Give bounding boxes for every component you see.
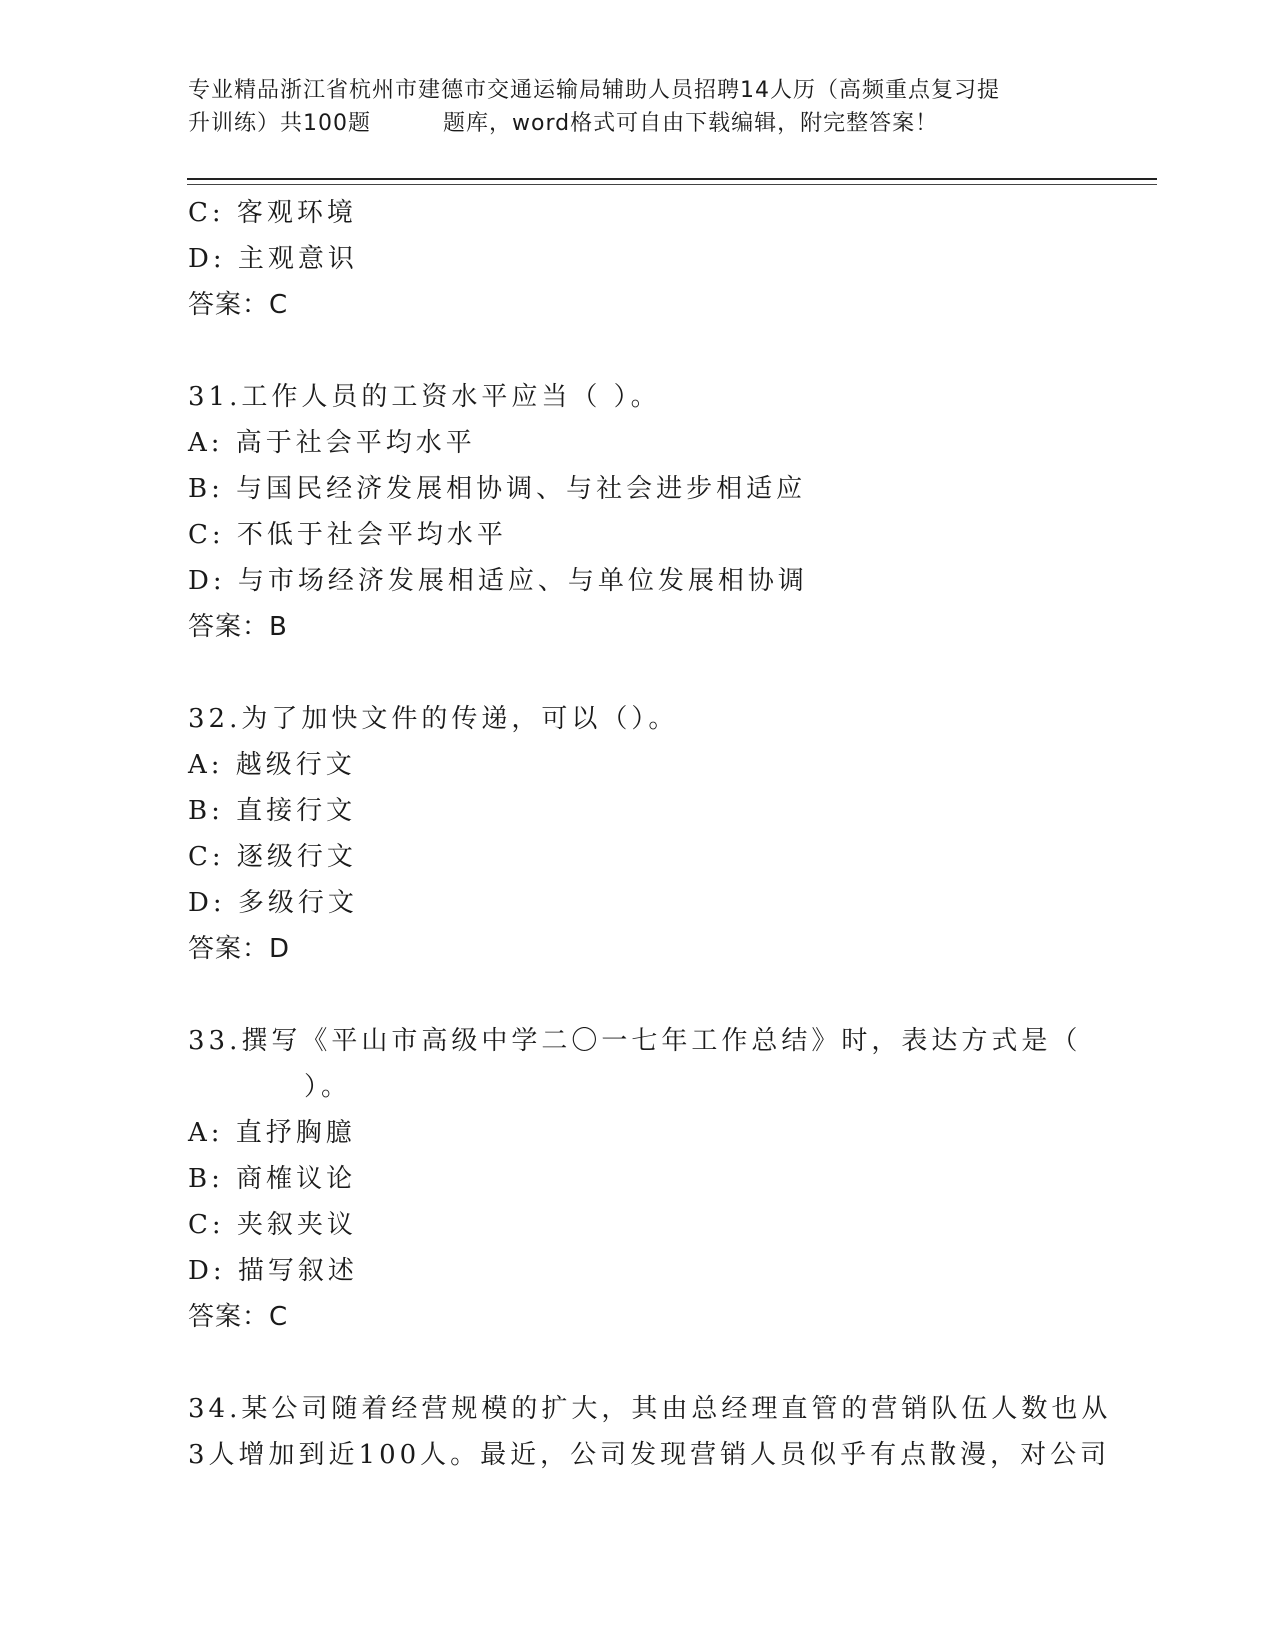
header-line-1: 专业精品浙江省杭州市建德市交通运输局辅助人员招聘14人历（高频重点复习提: [188, 78, 1000, 103]
question-list: [188, 190, 1112, 1478]
question-32: [188, 696, 1088, 972]
answer: 答案：C: [188, 1302, 289, 1332]
option-c: C: 逐级行文: [188, 842, 357, 872]
header-line-2: [188, 107, 1088, 140]
answer: 答案：D: [188, 934, 291, 964]
question-stem-line-2: 3人增加到近100人。最近，公司发现营销人员似乎有点散漫，对公司: [188, 1440, 1111, 1470]
option-c: C: 不低于社会平均水平: [188, 520, 507, 550]
question-stem-line-2: ）。: [304, 1072, 352, 1102]
question-stem: 31.工作人员的工资水平应当（ ）。: [188, 382, 661, 412]
question-34: [188, 1386, 1112, 1478]
option-c: C: 夹叙夹议: [188, 1210, 357, 1240]
question-31: [188, 374, 1088, 650]
question-stem-line-1: 33.撰写《平山市高级中学二〇一七年工作总结》时，表达方式是（: [188, 1026, 1082, 1056]
option-d: D: 与市场经济发展相适应、与单位发展相协调: [188, 566, 808, 596]
document-header: [188, 74, 1088, 140]
question-33: [188, 1018, 1088, 1340]
option-b: B: 商榷议论: [188, 1164, 357, 1194]
option-b: B: 与国民经济发展相协调、与社会进步相适应: [188, 474, 807, 504]
option-d: D: 多级行文: [188, 888, 358, 918]
header-divider-thick: [187, 178, 1157, 180]
question-stem-line-1: 34.某公司随着经营规模的扩大，其由总经理直管的营销队伍人数也从: [188, 1394, 1112, 1424]
question-stem: 32.为了加快文件的传递，可以（）。: [188, 704, 679, 734]
header-line-2-part-b: 题库，word格式可自由下载编辑，附完整答案！: [443, 111, 939, 136]
option-a: A: 越级行文: [188, 750, 356, 780]
option-a: A: 直抒胸臆: [188, 1118, 356, 1148]
option-d: D: 主观意识: [188, 244, 358, 274]
question-30-tail: [188, 190, 1088, 328]
option-d: D: 描写叙述: [188, 1256, 358, 1286]
option-a: A: 高于社会平均水平: [188, 428, 476, 458]
header-line-2-part-a: 升训练）共100题: [188, 111, 371, 136]
option-b: B: 直接行文: [188, 796, 357, 826]
header-divider-thin: [187, 184, 1157, 185]
answer: 答案：B: [188, 612, 288, 642]
answer: 答案：C: [188, 290, 289, 320]
option-c: C: 客观环境: [188, 198, 357, 228]
